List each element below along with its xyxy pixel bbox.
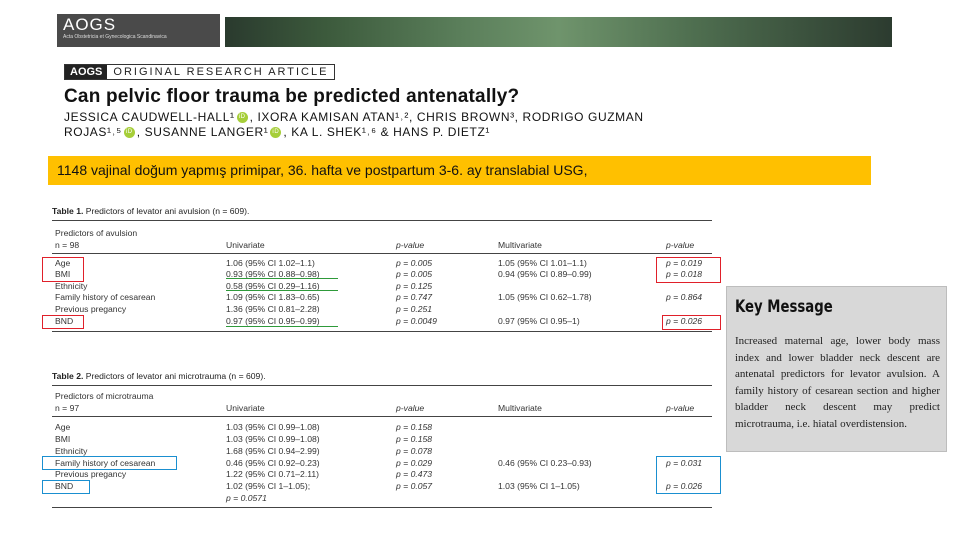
table1-n-label: n = 98: [55, 240, 80, 250]
table1-row-multivariate: 0.94 (95% CI 0.89–0.99): [498, 269, 592, 279]
table1-header-rule: [52, 253, 712, 254]
table1-caption-bold: Table 1.: [52, 206, 84, 216]
table1-row-univariate: 0.58 (95% CI 0.29–1.16): [226, 281, 320, 291]
annotation-blue-box-pvalues: [656, 456, 721, 494]
annotation-underline-bnd: [226, 326, 338, 327]
author-line2c: , KA L. SHEK¹˒⁶ & HANS P. DIETZ¹: [283, 125, 490, 139]
article-title: Can pelvic floor trauma be predicted antenatally?: [64, 86, 520, 107]
table2-row-name: Ethnicity: [55, 446, 88, 456]
table1-bottom-rule: [52, 331, 712, 332]
table2-row-univariate: 1.22 (95% CI 0.71–2.11): [226, 469, 319, 479]
annotation-underline-bmi: [226, 278, 338, 279]
table1-caption: [52, 206, 249, 216]
table2-row-multivariate: 1.03 (95% CI 1–1.05): [498, 481, 580, 491]
annotation-red-box-bnd-pvalue: [662, 315, 721, 330]
table2-row-pvalue1: p = 0.078: [396, 446, 433, 456]
table2-row-pvalue1: p = 0.158: [396, 434, 433, 444]
table1-row-univariate: 1.09 (95% CI 1.83–0.65): [226, 292, 320, 302]
key-message-box: [726, 286, 947, 452]
table2-top-rule: [52, 385, 712, 386]
table1-row-name: Age: [55, 258, 71, 268]
table2-header-univariate: Univariate: [226, 403, 265, 413]
table1-row-pvalue1: p = 0.0049: [396, 316, 437, 326]
table1-header-multivariate: Multivariate: [498, 240, 542, 250]
table1-caption-text: Predictors of levator ani avulsion (n = 609).: [83, 206, 250, 216]
table1-row-name: Ethnicity: [55, 281, 88, 291]
table1-row-pvalue1: p = 0.125: [396, 281, 433, 291]
table2-extra-pvalue: p = 0.0571: [226, 493, 267, 503]
table2-row-univariate: 1.68 (95% CI 0.94–2.99): [226, 446, 320, 456]
table2-header-rule: [52, 416, 712, 417]
table1-row-pvalue2: p = 0.026: [666, 316, 703, 326]
table1-row-pvalue1: p = 0.747: [396, 292, 433, 302]
table1-row-pvalue2: p = 0.019: [666, 258, 703, 268]
table2-caption-text: Predictors of levator ani microtrauma (n = 609).: [83, 371, 266, 381]
table2-row-univariate: 1.03 (95% CI 0.99–1.08): [226, 422, 320, 432]
table1-top-rule: [52, 220, 712, 221]
author-line2b: , SUSANNE LANGER¹: [136, 125, 269, 139]
table1-row-name: Family history of cesarean: [55, 292, 156, 302]
table2-row-name: BMI: [55, 434, 71, 444]
table2-row-pvalue1: p = 0.158: [396, 422, 433, 432]
table2-row-name: Previous pregancy: [55, 469, 127, 479]
annotation-blue-box-family-history: [42, 456, 177, 470]
table1-row-multivariate: 0.97 (95% CI 0.95–1): [498, 316, 580, 326]
table1-row-pvalue2: p = 0.864: [666, 292, 703, 302]
logo-sub-text: Acta Obstetricia et Gynecologica Scandinavica: [63, 34, 167, 40]
author-line1: JESSICA CAUDWELL-HALL¹: [64, 110, 235, 124]
table1-header-univariate: Univariate: [226, 240, 265, 250]
table2-row-name: Age: [55, 422, 71, 432]
table2-row-pvalue1: p = 0.473: [396, 469, 433, 479]
table2-row-univariate: 1.03 (95% CI 0.99–1.08): [226, 434, 320, 444]
table1-header-pvalue2: p-value: [666, 240, 695, 250]
annotation-red-box-age-bmi: [42, 257, 84, 282]
table1-header-pvalue1: p-value: [396, 240, 425, 250]
table2-row-pvalue2: p = 0.026: [666, 481, 703, 491]
author-line2a: ROJAS¹˒⁵: [64, 125, 122, 139]
table2-row-name: BND: [55, 481, 74, 491]
author-list: [64, 110, 854, 140]
table1-row-pvalue1: p = 0.005: [396, 269, 433, 279]
logo-main-text: AOGS: [63, 15, 117, 34]
table1-row-multivariate: 1.05 (95% CI 1.01–1.1): [498, 258, 587, 268]
table2-row-multivariate: 0.46 (95% CI 0.23–0.93): [498, 458, 592, 468]
table2-row-univariate: 0.46 (95% CI 0.92–0.23): [226, 458, 320, 468]
highlight-banner: [48, 156, 871, 185]
article-type-text: ORIGINAL RESEARCH ARTICLE: [113, 66, 329, 78]
annotation-blue-box-bnd: [42, 480, 90, 494]
orcid-icon: iD: [270, 127, 281, 138]
table1-row-name: BMI: [55, 269, 71, 279]
orcid-icon: iD: [237, 112, 248, 123]
table1-row-pvalue2: p = 0.018: [666, 269, 703, 279]
table1-row-name: Previous pregancy: [55, 304, 127, 314]
article-type-label: [64, 64, 335, 80]
table1-row-univariate: 0.93 (95% CI 0.88–0.98): [226, 269, 320, 279]
annotation-underline-ethnicity: [226, 290, 338, 291]
header-banner-image: [225, 17, 892, 47]
table1-group-label: Predictors of avulsion: [55, 228, 138, 238]
table1-row-univariate: 1.36 (95% CI 0.81–2.28): [226, 304, 320, 314]
table2-row-pvalue2: p = 0.031: [666, 458, 703, 468]
table1-row-univariate: 1.06 (95% CI 1.02–1.1): [226, 258, 315, 268]
table1-row-multivariate: 1.05 (95% CI 0.62–1.78): [498, 292, 592, 302]
table2-row-pvalue1: p = 0.029: [396, 458, 433, 468]
author-line1b: , IXORA KAMISAN ATAN¹˒², CHRIS BROWN³, RODRIGO GUZMAN: [249, 110, 644, 124]
table1-row-univariate: 0.97 (95% CI 0.95–0.99): [226, 316, 320, 326]
key-message-body: Increased maternal age, lower body mass index and lower bladder neck descent are antenatal predictors for levator avulsion. A family history of cesarean section and higher bladder neck descent may predict microtrauma, i.e. hiatal overdistension.: [735, 335, 940, 430]
journal-logo: [57, 14, 220, 47]
table2-caption-bold: Table 2.: [52, 371, 84, 381]
table2-header-pvalue1: p-value: [396, 403, 425, 413]
table2-row-pvalue1: p = 0.057: [396, 481, 433, 491]
table2-group-label: Predictors of microtrauma: [55, 391, 154, 401]
table2-n-label: n = 97: [55, 403, 80, 413]
table1-row-pvalue1: p = 0.251: [396, 304, 433, 314]
highlight-text: 1148 vajinal doğum yapmış primipar, 36. hafta ve postpartum 3-6. ay translabial USG,: [57, 162, 588, 178]
table1-row-name: BND: [55, 316, 74, 326]
table2-header-multivariate: Multivariate: [498, 403, 542, 413]
table2-row-univariate: 1.02 (95% CI 1–1.05);: [226, 481, 311, 491]
table2-header-pvalue2: p-value: [666, 403, 695, 413]
table2-row-name: Family history of cesarean: [55, 458, 156, 468]
annotation-red-box-bnd: [42, 315, 84, 329]
table2-caption: [52, 371, 266, 381]
article-type-prefix: AOGS: [65, 65, 107, 79]
annotation-red-box-pvalues: [656, 257, 721, 283]
orcid-icon: iD: [124, 127, 135, 138]
key-message-title: Key Message: [735, 297, 833, 317]
table2-bottom-rule: [52, 507, 712, 508]
table1-row-pvalue1: p = 0.005: [396, 258, 433, 268]
